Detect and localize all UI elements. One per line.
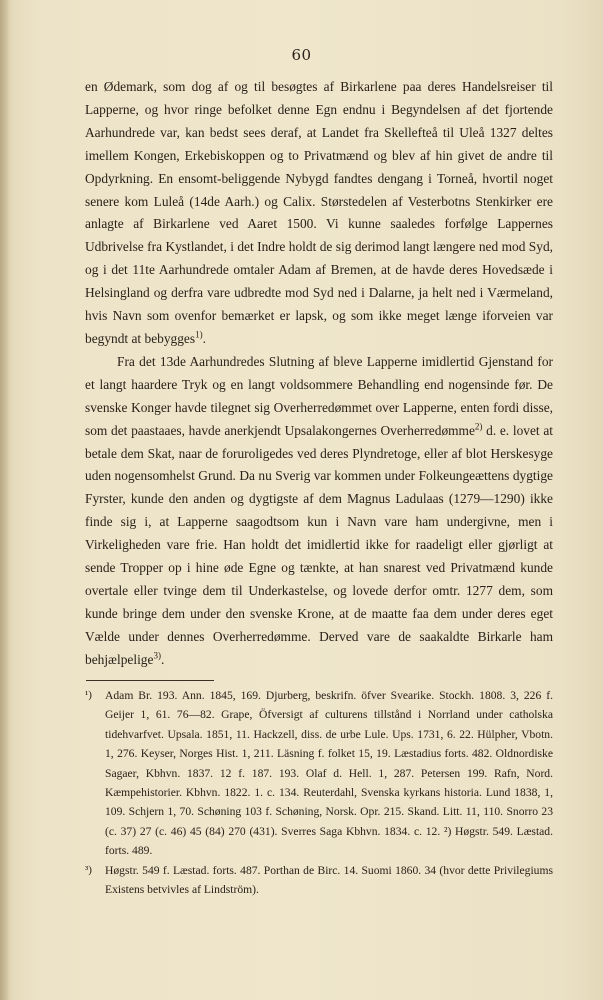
page-number: 60 xyxy=(291,46,312,64)
footnote-3-text: Høgstr. 549 f. Læstad. forts. 487. Porthan de Birc. 14. Suomi 1860. 34 (hvor dette Privilegiums Existens betvivles af Lindström). xyxy=(105,863,553,897)
footnote-1 xyxy=(85,686,553,861)
footnote-2-text: Høgstr. 549. Læstad. forts. 489. xyxy=(105,824,554,858)
paragraph-2: Fra det 13de Aarhundredes Slutning af bleve Lapperne imidlertid Gjenstand for et langt haardere Tryk og en langt voldsommere Behandling end nogensinde før. De svenske Konger havde tilegnet sig Overherredømmet over Lapperne, enten fordi disse, som det paastaaes, havde anerkjendt Upsalakongernes Overherredømme$^{2)}$ d. e. lovet at betale dem Skat, naar de foruroligedes ved deres Plyndretoge, eller af blot Herskesyge uden nogensomhelst Grund. Da nu Sverig var kommen under Folkeungeættens dygtige Fyrster, kunde den anden og dygtigste af dem Magnus Ladulaas (1279—1290) ikke finde sig i, at Lapperne saagodtsom kun i Navn vare ham undergivne, men i Virkeligheden vare frie. Han holdt det imidlertid ikke for raadeligt eller gjørligt at sende Tropper op i hine øde Egne og tænkte, at han snarest ved Privatmænd kunde overtale eller tvinge dem til Underkastelse, og lovede derfor omtr. 1277 dem, som kunde bringe dem under den svenske Krone, at de maatte faa dem under deres eget Vælde under dennes Overherredømme. Derved vare de saakaldte Birkarle ham behjælpelige$^{3)}$. xyxy=(85,353,553,667)
footnote-divider xyxy=(86,680,214,681)
main-text xyxy=(85,76,553,672)
footnotes xyxy=(85,686,553,899)
paragraph-1-text: en Ødemark, som dog af og til besøgtes af Birkarlene paa deres Handelsreiser til Lapperne, og hvor ringe befolket denne Egn endnu i Begyndelsen af det fjortende Aarhundrede var, kan bedst sees deraf, at Landet fra Skellefteå til Uleå 1327 deltes imellem Kongen, Erkebiskoppen og to Privatmænd og blev af hin givet de andre til Opdyrkning. En ensomt-beliggende Nybygd fandtes dengang i Torneå, hvortil noget senere kom Luleå (14de Aarh.) og Calix. Størstedelen af Vesterbotns Stenkirker ere anlagte af Birkarlene ved Aaret 1500. Vi kunne saaledes forfølge Lappernes Udbrivelse fra Kystlandet, i det Indre holdt de sig derimod langt længere ned mod Syd, og i det 11te Aarhundrede omtaler Adam af Bremen, at de havde deres Hovedsæde i Helsingland og derfra vare udbredte mod Syd ned i Dalarne, ja helt ned i Værmeland, hvis Navn som ovenfor bemærket er lapsk, og som ikke meget længe iforveien var begyndt at bebygges xyxy=(85,79,553,346)
binding-shadow xyxy=(0,0,10,1000)
footnote-ref-3: 3) xyxy=(153,650,161,661)
footnote-ref-2: 2) xyxy=(474,421,483,432)
paragraph-2-text: Fra det 13de Aarhundredes Slutning af bleve Lapperne imidlertid Gjenstand for et langt haardere Tryk og en langt voldsommere Behandling end nogensinde før. De svenske Konger havde tilegnet sig Overherredømmet over Lapperne, enten fordi disse, som det paastaaes, havde anerkjendt Upsalakongernes Overherredømme xyxy=(85,353,553,438)
footnote-ref-1: 1) xyxy=(195,329,203,340)
paragraph-2-text-cont: d. e. lovet at betale dem Skat, naar de foruroligedes ved deres Plyndretoge, eller af blot Herskesyge uden nogensomhelst Grund. Da nu Sverig var kommen under Folkeungeættens dygtige Fyrster, kunde den anden og dygtigste af dem Magnus Ladulaas (1279—1290) ikke finde sig i, at Lapperne saagodtsom kun i Navn vare ham undergivne, men i Virkeligheden vare frie. Han holdt det imidlertid ikke for raadeligt eller gjørligt at sende Tropper op i hine øde Egne og tænkte, at han snarest ved Privatmænd kunde overtale eller tvinge dem til Underkastelse, og lovede derfor omtr. 1277 dem, som kunde bringe dem under den svenske Krone, at de maatte faa dem under deres eget Vælde under dennes Overherredømme. Derved vare de saakaldte Birkarle ham behjælpelige xyxy=(85,422,553,667)
footnote-3-marker: ³) xyxy=(85,863,92,876)
paragraph-1: en Ødemark, som dog af og til besøgtes af Birkarlene paa deres Handelsreiser til Lapperne, og hvor ringe befolket denne Egn endnu i Begyndelsen af det fjortende Aarhundrede var, kan bedst sees deraf, at Landet fra Skellefteå til Uleå 1327 deltes imellem Kongen, Erkebiskoppen og to Privatmænd og blev af hin givet de andre til Opdyrkning. En ensomt-beliggende Nybygd fandtes dengang i Torneå, hvortil noget senere kom Luleå (14de Aarh.) og Calix. Størstedelen af Vesterbotns Stenkirker ere anlagte af Birkarlene ved Aaret 1500. Vi kunne saaledes forfølge Lappernes Udbrivelse fra Kystlandet, i det Indre holdt de sig derimod langt længere ned mod Syd, og i det 11te Aarhundrede omtaler Adam af Bremen, at de havde deres Hovedsæde i Helsingland og derfra vare udbredte mod Syd ned i Dalarne, ja helt ned i Værmeland, hvis Navn som ovenfor bemærket er lapsk, og som ikke meget længe iforveien var begyndt at bebygges$^{1)}$. xyxy=(85,79,553,346)
footnote-1-marker: ¹) xyxy=(85,689,92,701)
footnote-1-text: Adam Br. 193. Ann. 1845, 169. Djurberg, beskrifn. öfver Svearike. Stockh. 1808. 3, 226 f. Geijer 1, 61. 76—82. Grape, Öfversigt af culturens tillstånd i Norrland under catholska tidehvarfvet. Upsala. 1851, 11. Hackzell, diss. de urbe Lule. Ups. 1731, 6. 22. Hülpher, Vbotn. 1, 276. Keyser, Norges Hist. 1, 211. Läsning f. folket 15, 19. Læstadius forts. 482. Oldnordiske Sagaer, Kbhvn. 1837. 12 f. 187. 193. Olaf d. Hell. 1, 287. Petersen 199. Rafn, Nord. Kæmpehistorier. Kbhvn. 1822. 1. c. 134. Reuterdahl, Svenska kyrkans historia. Lund 1838, 1, 109. Schjern 1, 70. Schøning 103 f. Schøning, Norsk. Opr. 215. Skand. Litt. 11, 110. Snorro 23 (c. 37) 27 (c. 46) 45 (84) 270 (431). Sverres Saga Kbhvn. 1834. c. 12. xyxy=(105,689,553,838)
footnote-2-marker: ²) xyxy=(443,824,452,838)
footnote-3 xyxy=(85,861,553,900)
